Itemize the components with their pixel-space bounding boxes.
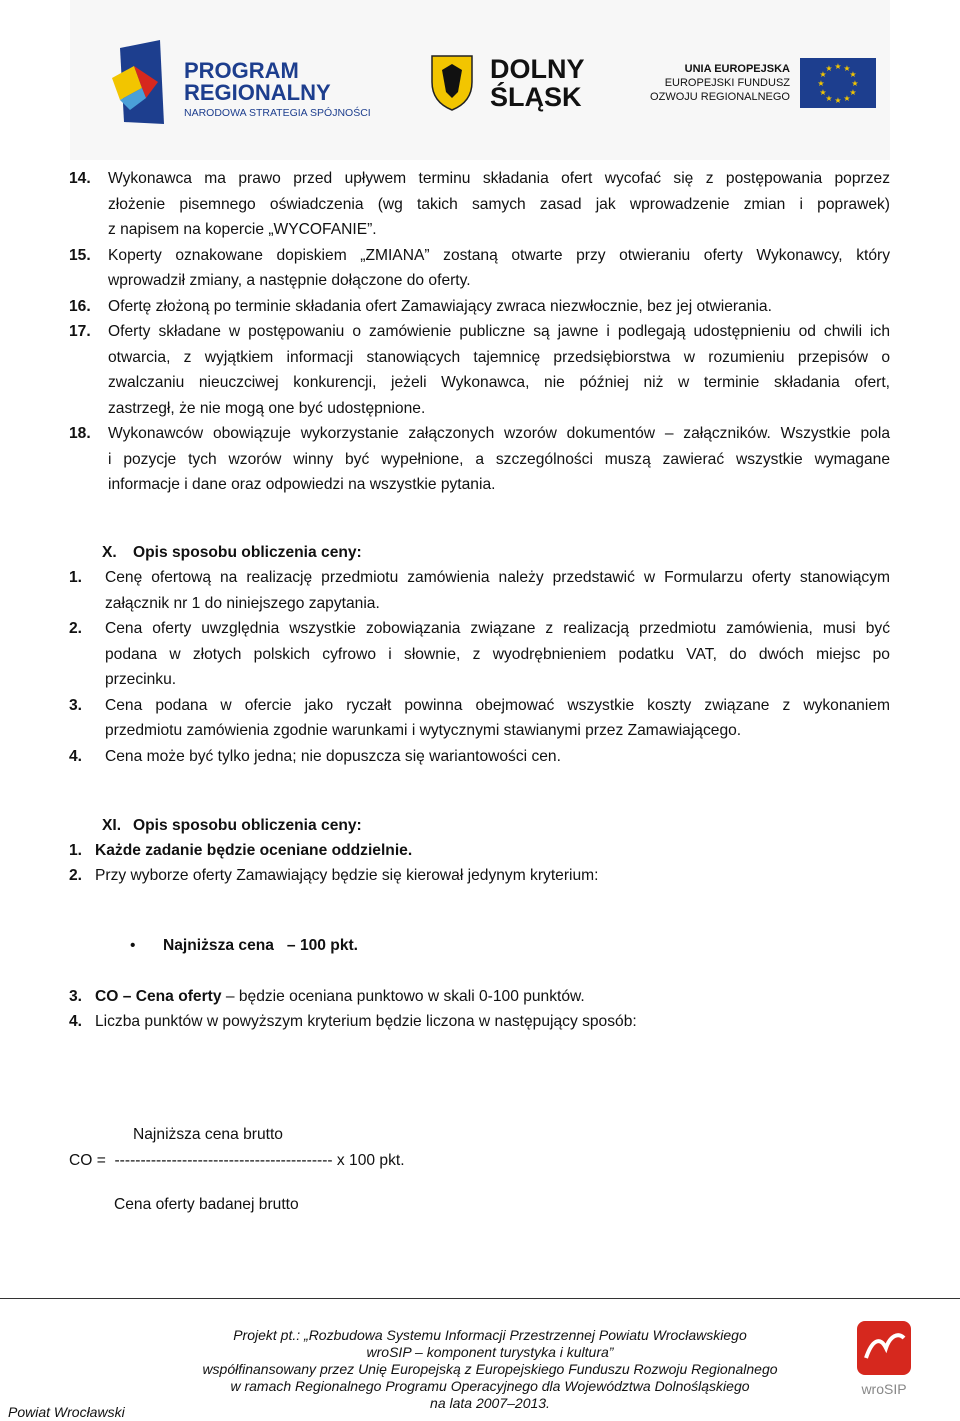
term-item-number: 16. bbox=[69, 297, 91, 315]
ds-line2: ŚLĄSK bbox=[490, 82, 582, 112]
term-item-number: 17. bbox=[69, 323, 91, 340]
x-item-text-line: przecinku. bbox=[105, 671, 177, 688]
term-item-text-line: złożenie pisemnego oświadczenia (wg takich samych zasad jak wprowadzenie zmian i poprawek) bbox=[108, 195, 890, 213]
x-item-text-line: przedmiotu zamówienia zgodnie warunkami i wytycznymi stawianymi przez Zamawiającego. bbox=[105, 722, 742, 739]
x-item-text-line: Cena podana w ofercie jako ryczałt powinna obejmować wszystkie koszty związane z wykonaniem bbox=[105, 696, 890, 714]
svg-text:★: ★ bbox=[849, 70, 857, 79]
x-item-text-line: podana w złotych polskich cyfrowo i słownie, z wyodrębnieniem podatku VAT, do dwóch miejsc po bbox=[105, 645, 890, 663]
formula-line: CO = ------------------------------------------ x 100 pkt. bbox=[69, 1152, 405, 1169]
xi-item2-number: 2. bbox=[69, 867, 83, 884]
svg-text:★: ★ bbox=[834, 96, 842, 105]
x-item-text-line: Cena oferty uwzględnia wszystkie zobowiązania związane z realizacją przedmiotu zamówienia, musi być bbox=[105, 620, 890, 637]
x-item-text-line: załącznik nr 1 do niniejszego zapytania. bbox=[105, 594, 380, 612]
term-item-text-line: otwarcia, z wyjątkiem informacji stanowiących tajemnicę przedsiębiorstwa w rozumieniu przepisów o bbox=[108, 348, 890, 366]
section-xi-title: Opis sposobu obliczenia ceny: bbox=[133, 817, 362, 834]
criterion-bullet: Najniższa cena – 100 pkt. bbox=[163, 937, 359, 954]
svg-text:★: ★ bbox=[817, 79, 825, 88]
footer-line: na lata 2007–2013. bbox=[430, 1395, 550, 1411]
ds-line1: DOLNY bbox=[490, 54, 585, 84]
xi-item3-bold: CO – Cena oferty bbox=[95, 988, 222, 1005]
svg-text:★: ★ bbox=[843, 64, 851, 73]
xi-item2-text: Przy wyborze oferty Zamawiający będzie się kierował jedynym kryterium: bbox=[95, 867, 599, 884]
eu-logo bbox=[650, 56, 880, 110]
program-regionalny-logo bbox=[112, 38, 382, 130]
xi-item4-number: 4. bbox=[69, 1013, 83, 1030]
program-line2: REGIONALNY bbox=[184, 80, 331, 105]
wrosip-logo bbox=[854, 1318, 914, 1400]
xi-item4-text: Liczba punktów w powyższym kryterium będzie liczona w następujący sposób: bbox=[95, 1013, 637, 1030]
footer-project-text bbox=[160, 1327, 820, 1412]
xi-item3-text bbox=[95, 984, 585, 1010]
term-item-text-line: Wykonawca ma prawo przed upływem terminu składania ofert wycofać się z postępowania poprzez bbox=[108, 170, 890, 187]
term-item-text-line: informacje i dane oraz odpowiedzi na wszystkie pytania. bbox=[108, 476, 496, 493]
footer-line: współfinansowany przez Unię Europejską z Europejskiego Funduszu Rozwoju Regionalnego bbox=[202, 1361, 778, 1377]
term-item-number: 18. bbox=[69, 425, 91, 442]
formula-denominator: Cena oferty badanej brutto bbox=[114, 1196, 299, 1213]
term-item-text-line: wprowadził zmiany, a następnie dołączone do oferty. bbox=[108, 272, 471, 289]
bullet-icon: • bbox=[130, 937, 136, 954]
xi-item1-number: 1. bbox=[69, 842, 83, 859]
term-item-text-line: Oferty składane w postępowaniu o zamówienie publiczne są jawne i podlegają udostępnieniu od chwili ich bbox=[108, 323, 890, 340]
x-item-number: 3. bbox=[69, 696, 83, 714]
formula-numerator: Najniższa cena brutto bbox=[133, 1126, 283, 1143]
footer-left-text: Powiat Wrocławski bbox=[8, 1404, 125, 1420]
xi-item1-text: Każde zadanie będzie oceniane oddzielnie. bbox=[95, 842, 413, 859]
svg-text:★: ★ bbox=[819, 88, 827, 97]
term-item-text-line: z napisem na kopercie „WYCOFANIE”. bbox=[108, 221, 377, 238]
section-xi-number: XI. bbox=[102, 817, 122, 834]
footer-line: Projekt pt.: „Rozbudowa Systemu Informacji Przestrzennej Powiatu Wrocławskiego bbox=[233, 1327, 747, 1343]
term-item-text-line: Wykonawców obowiązuje wykorzystanie załączonych wzorów dokumentów – załączników. Wszystkie pola bbox=[108, 425, 890, 442]
eu-line3: ROZWOJU REGIONALNEGO bbox=[650, 91, 790, 103]
section-x-title: Opis sposobu obliczenia ceny: bbox=[133, 544, 362, 561]
xi-item3-number: 3. bbox=[69, 988, 83, 1005]
term-item-number: 15. bbox=[69, 246, 91, 264]
program-sub: NARODOWA STRATEGIA SPÓJNOŚCI bbox=[184, 107, 371, 119]
dolny-slask-logo bbox=[428, 52, 608, 112]
program-line1: PROGRAM bbox=[184, 58, 299, 83]
svg-text:★: ★ bbox=[825, 64, 833, 73]
term-item-text-line: Koperty oznakowane dopiskiem „ZMIANA” zostaną otwarte przy otwieraniu oferty Wykonawcy, który bbox=[108, 246, 890, 264]
svg-text:★: ★ bbox=[825, 94, 833, 103]
svg-text:★: ★ bbox=[819, 70, 827, 79]
section-x-number: X. bbox=[102, 544, 117, 561]
term-item-text-line: zwalczaniu nieuczciwej konkurencji, jeżeli Wykonawca, nie później niż w terminie składania ofert, bbox=[108, 374, 890, 391]
x-item-number: 4. bbox=[69, 747, 83, 765]
x-item-text-line: Cena może być tylko jedna; nie dopuszcza się wariantowości cen. bbox=[105, 747, 561, 765]
svg-text:★: ★ bbox=[843, 94, 851, 103]
term-item-text-line: i pozycje tych wzorów winny być wypełnione, a szczególności muszą zawierać wszystkie wymagane bbox=[108, 450, 890, 468]
svg-text:★: ★ bbox=[851, 79, 859, 88]
x-item-text-line: Cenę ofertową na realizację przedmiotu zamówienia należy przedstawić w Formularzu oferty stanowiącym bbox=[105, 569, 890, 586]
term-item-number: 14. bbox=[69, 170, 91, 187]
eu-line2: EUROPEJSKI FUNDUSZ bbox=[664, 77, 790, 89]
eu-line1: UNIA EUROPEJSKA bbox=[684, 63, 790, 75]
xi-item3-rest: – będzie oceniana punktowo w skali 0-100 punktów. bbox=[221, 988, 585, 1005]
x-item-number: 2. bbox=[69, 620, 83, 637]
footer-line: w ramach Regionalnego Programu Operacyjnego dla Województwa Dolnośląskiego bbox=[230, 1378, 750, 1394]
x-item-number: 1. bbox=[69, 569, 83, 586]
footer-line: wroSIP – komponent turystyka i kultura” bbox=[366, 1344, 614, 1360]
term-item-text-line: Ofertę złożoną po terminie składania ofert Zamawiający zwraca niezwłocznie, bez jej otwierania. bbox=[108, 297, 772, 315]
svg-text:★: ★ bbox=[849, 88, 857, 97]
footer-divider bbox=[0, 1298, 960, 1299]
wrosip-text: wroSIP bbox=[861, 1381, 907, 1397]
svg-text:★: ★ bbox=[834, 62, 842, 71]
term-item-text-line: zastrzegł, że nie mogą one być udostępnione. bbox=[108, 399, 426, 417]
